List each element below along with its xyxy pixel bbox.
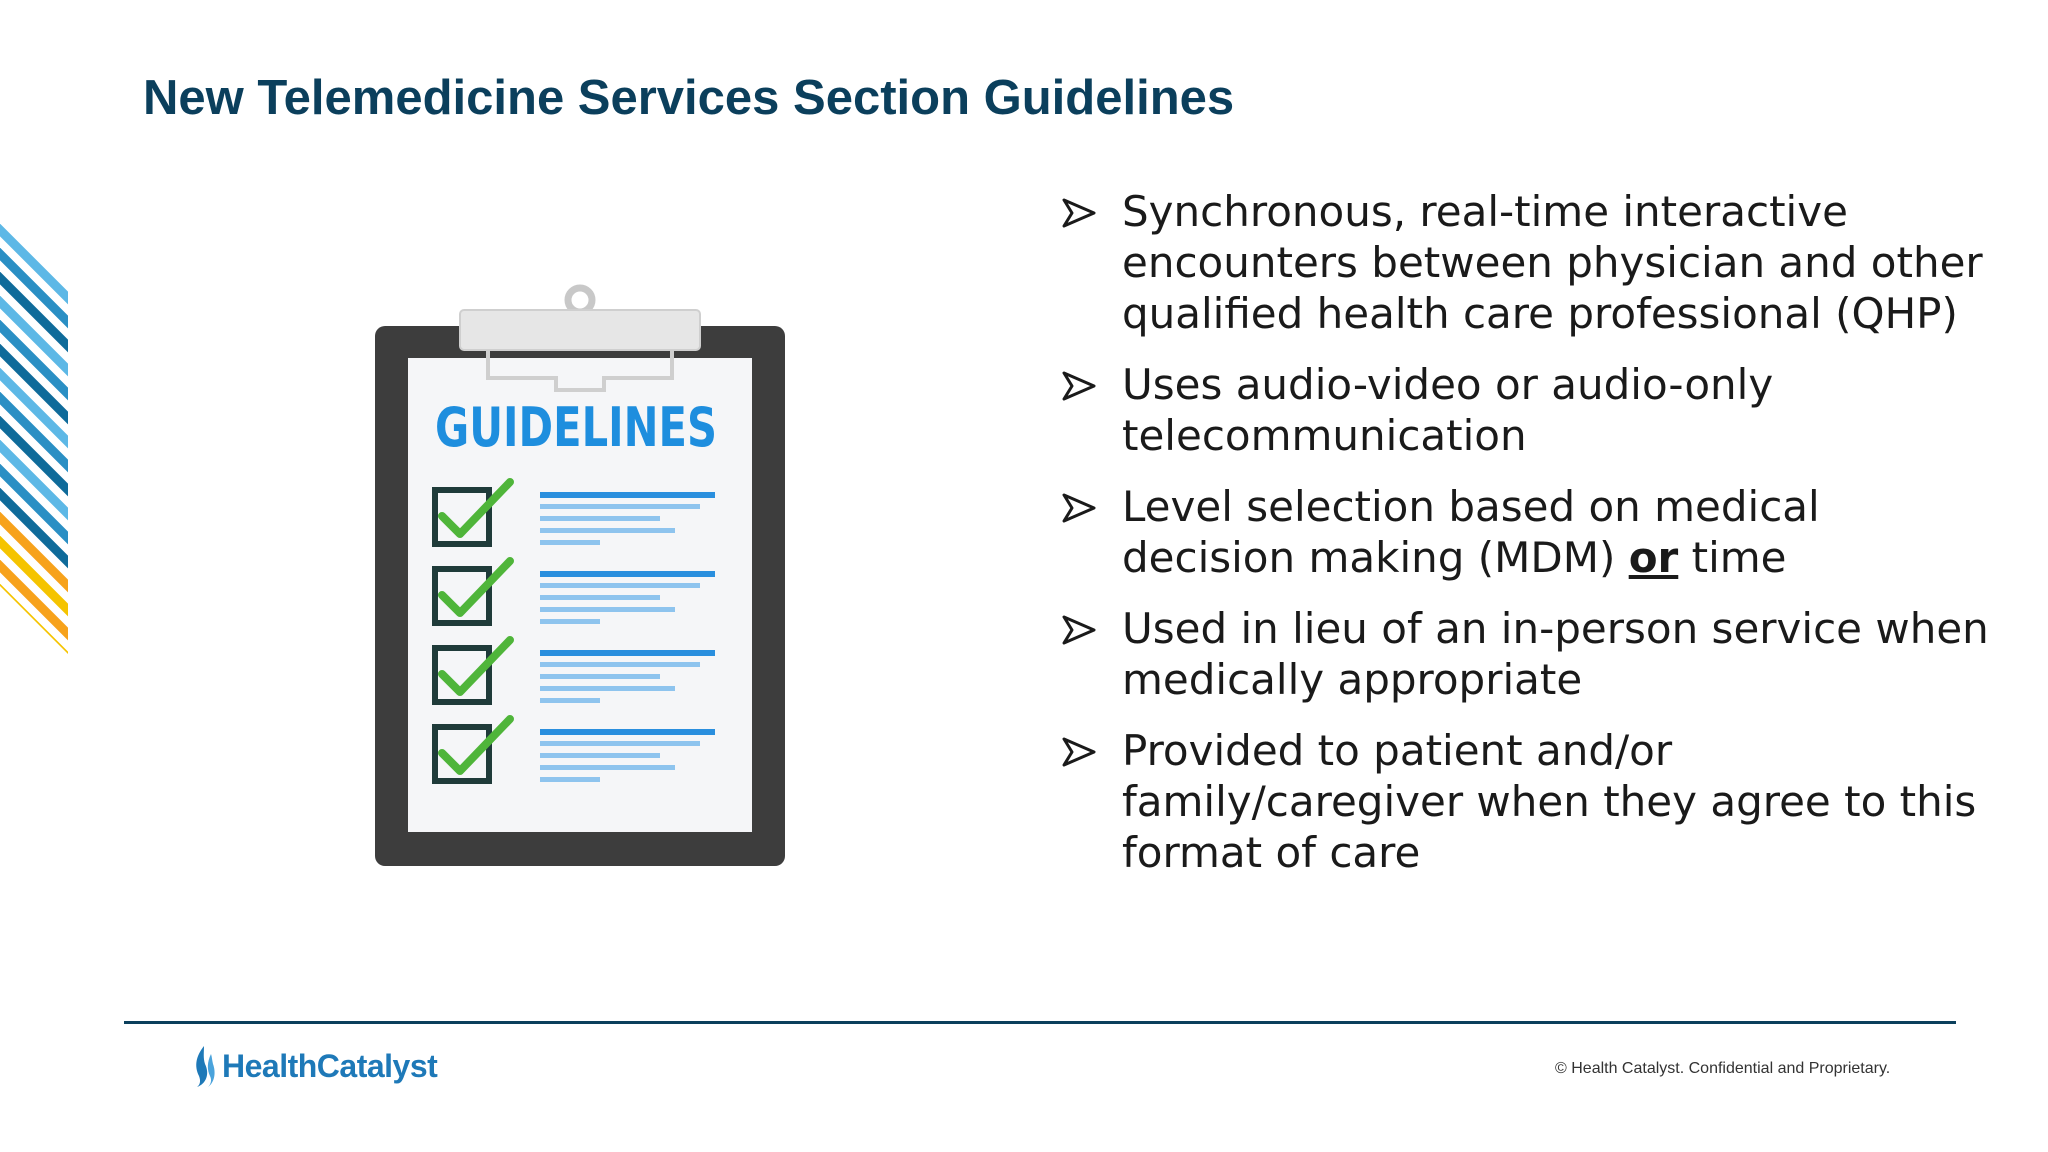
arrowhead-bullet-icon [1062, 198, 1096, 228]
bullet-list [1062, 186, 2002, 898]
text-line [540, 698, 600, 703]
text-line [540, 583, 700, 588]
text-line [540, 504, 700, 509]
bullet-text: Provided to patient and/or family/caregiver when they agree to this format of care [1122, 726, 1977, 877]
stripe-accent [0, 218, 68, 654]
text-line [540, 516, 660, 521]
accent-stripe [0, 218, 68, 286]
text-line [540, 662, 700, 667]
bullet-text: Level selection based on medical decision making (MDM) [1122, 482, 1820, 582]
bullet-text-tail: time [1678, 533, 1787, 582]
bullet-item [1062, 603, 2002, 705]
text-line [540, 686, 675, 691]
accent-stripe [0, 580, 68, 654]
bullet-text: Synchronous, real-time interactive encounters between physician and other qualified health care professional (QHP) [1122, 187, 1983, 338]
text-line [540, 753, 660, 758]
clipboard-clip [460, 310, 700, 350]
text-line [540, 540, 600, 545]
arrowhead-bullet-icon [1062, 493, 1096, 523]
arrowhead-bullet-icon [1062, 615, 1096, 645]
clipboard-ring [568, 288, 592, 312]
copyright-notice: © Health Catalyst. Confidential and Proprietary. [1555, 1060, 1891, 1077]
bullet-item [1062, 481, 2002, 583]
slide-title: New Telemedicine Services Section Guidelines [143, 71, 1235, 125]
text-line [540, 650, 715, 656]
bullet-item [1062, 359, 2002, 461]
flame-logo-icon [190, 1044, 216, 1088]
bullet-text: Used in lieu of an in-person service when medically appropriate [1122, 604, 1989, 704]
illustration-heading: GUIDELINES [435, 396, 717, 459]
bullet-emphasis: or [1628, 533, 1679, 582]
text-line [540, 528, 675, 533]
bullet-text: Uses audio-video or audio-only telecommunication [1122, 360, 1774, 460]
text-line [540, 492, 715, 498]
text-line [540, 619, 600, 624]
text-line [540, 765, 675, 770]
arrowhead-bullet-icon [1062, 737, 1096, 767]
bullet-item [1062, 186, 2002, 339]
footer-divider [124, 1021, 1956, 1024]
logo-wordmark: HealthCatalyst [222, 1047, 438, 1084]
text-line [540, 595, 660, 600]
arrowhead-bullet-icon [1062, 371, 1096, 401]
text-line [540, 777, 600, 782]
health-catalyst-logo [190, 1044, 437, 1088]
text-line [540, 571, 715, 577]
text-line [540, 741, 700, 746]
text-line [540, 607, 675, 612]
bullet-item [1062, 725, 2002, 878]
clipboard-illustration [360, 278, 790, 868]
text-line [540, 729, 715, 735]
text-line [540, 674, 660, 679]
